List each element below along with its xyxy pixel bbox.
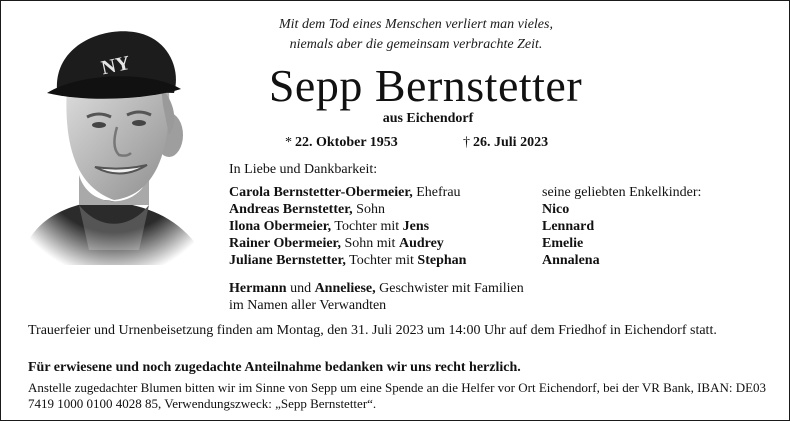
death-date xyxy=(463,135,548,151)
siblings-text: Hermann und Anneliese, Geschwister mit Familien im Namen aller Verwandten xyxy=(229,281,524,313)
grandchild: Annalena xyxy=(542,253,600,268)
deceased-name: Sepp Bernstetter xyxy=(268,60,583,111)
family-member: Ilona Obermeier, Tochter mit Jens xyxy=(229,219,430,234)
motto-line-2: niemals aber die gemeinsam verbrachte Zeit. xyxy=(289,37,543,52)
motto xyxy=(271,15,561,55)
grandchild: Lennard xyxy=(542,219,595,234)
grandchildren-list xyxy=(542,184,701,269)
motto-line-1: Mit dem Tod eines Menschen verliert man vieles, xyxy=(279,17,553,32)
family-member: Rainer Obermeier, Sohn mit Audrey xyxy=(229,236,444,251)
grandchild: Nico xyxy=(542,202,570,217)
grandchildren-title: seine geliebten Enkelkinder: xyxy=(542,185,702,200)
deceased-origin: aus Eichendorf xyxy=(382,111,474,126)
birth-date xyxy=(285,135,398,151)
thanks-text: Für erwiesene und noch zugedachte Anteilnahme bedanken wir uns recht herzlich. xyxy=(28,360,521,375)
funeral-info: Trauerfeier und Urnenbeisetzung finden am Montag, den 31. Juli 2023 um 14:00 Uhr auf dem Friedhof in Eichendorf statt. xyxy=(28,323,717,338)
family-list xyxy=(229,184,466,269)
birth-date-text: 22. Oktober 1953 xyxy=(295,135,398,150)
birth-star-icon: * xyxy=(285,135,292,150)
intro-text: In Liebe und Dankbarkeit: xyxy=(229,162,378,177)
grandchild: Emelie xyxy=(542,236,584,251)
death-cross-icon: † xyxy=(463,135,470,150)
portrait-photo xyxy=(9,15,219,265)
family-member: Andreas Bernstetter, Sohn xyxy=(229,202,385,217)
family-member: Juliane Bernstetter, Tochter mit Stephan xyxy=(229,253,467,268)
donation-info: Anstelle zugedachter Blumen bitten wir im Sinne von Sepp um eine Spende an die Helfer vor Ort Eichendorf, bei der VR Bank, IBAN: DE03 7419 1000 0100 4028 85, Verwendungszweck: „Sepp Bernstetter“. xyxy=(28,380,767,411)
death-date-text: 26. Juli 2023 xyxy=(473,135,549,150)
family-member: Carola Bernstetter-Obermeier, Ehefrau xyxy=(229,185,461,200)
